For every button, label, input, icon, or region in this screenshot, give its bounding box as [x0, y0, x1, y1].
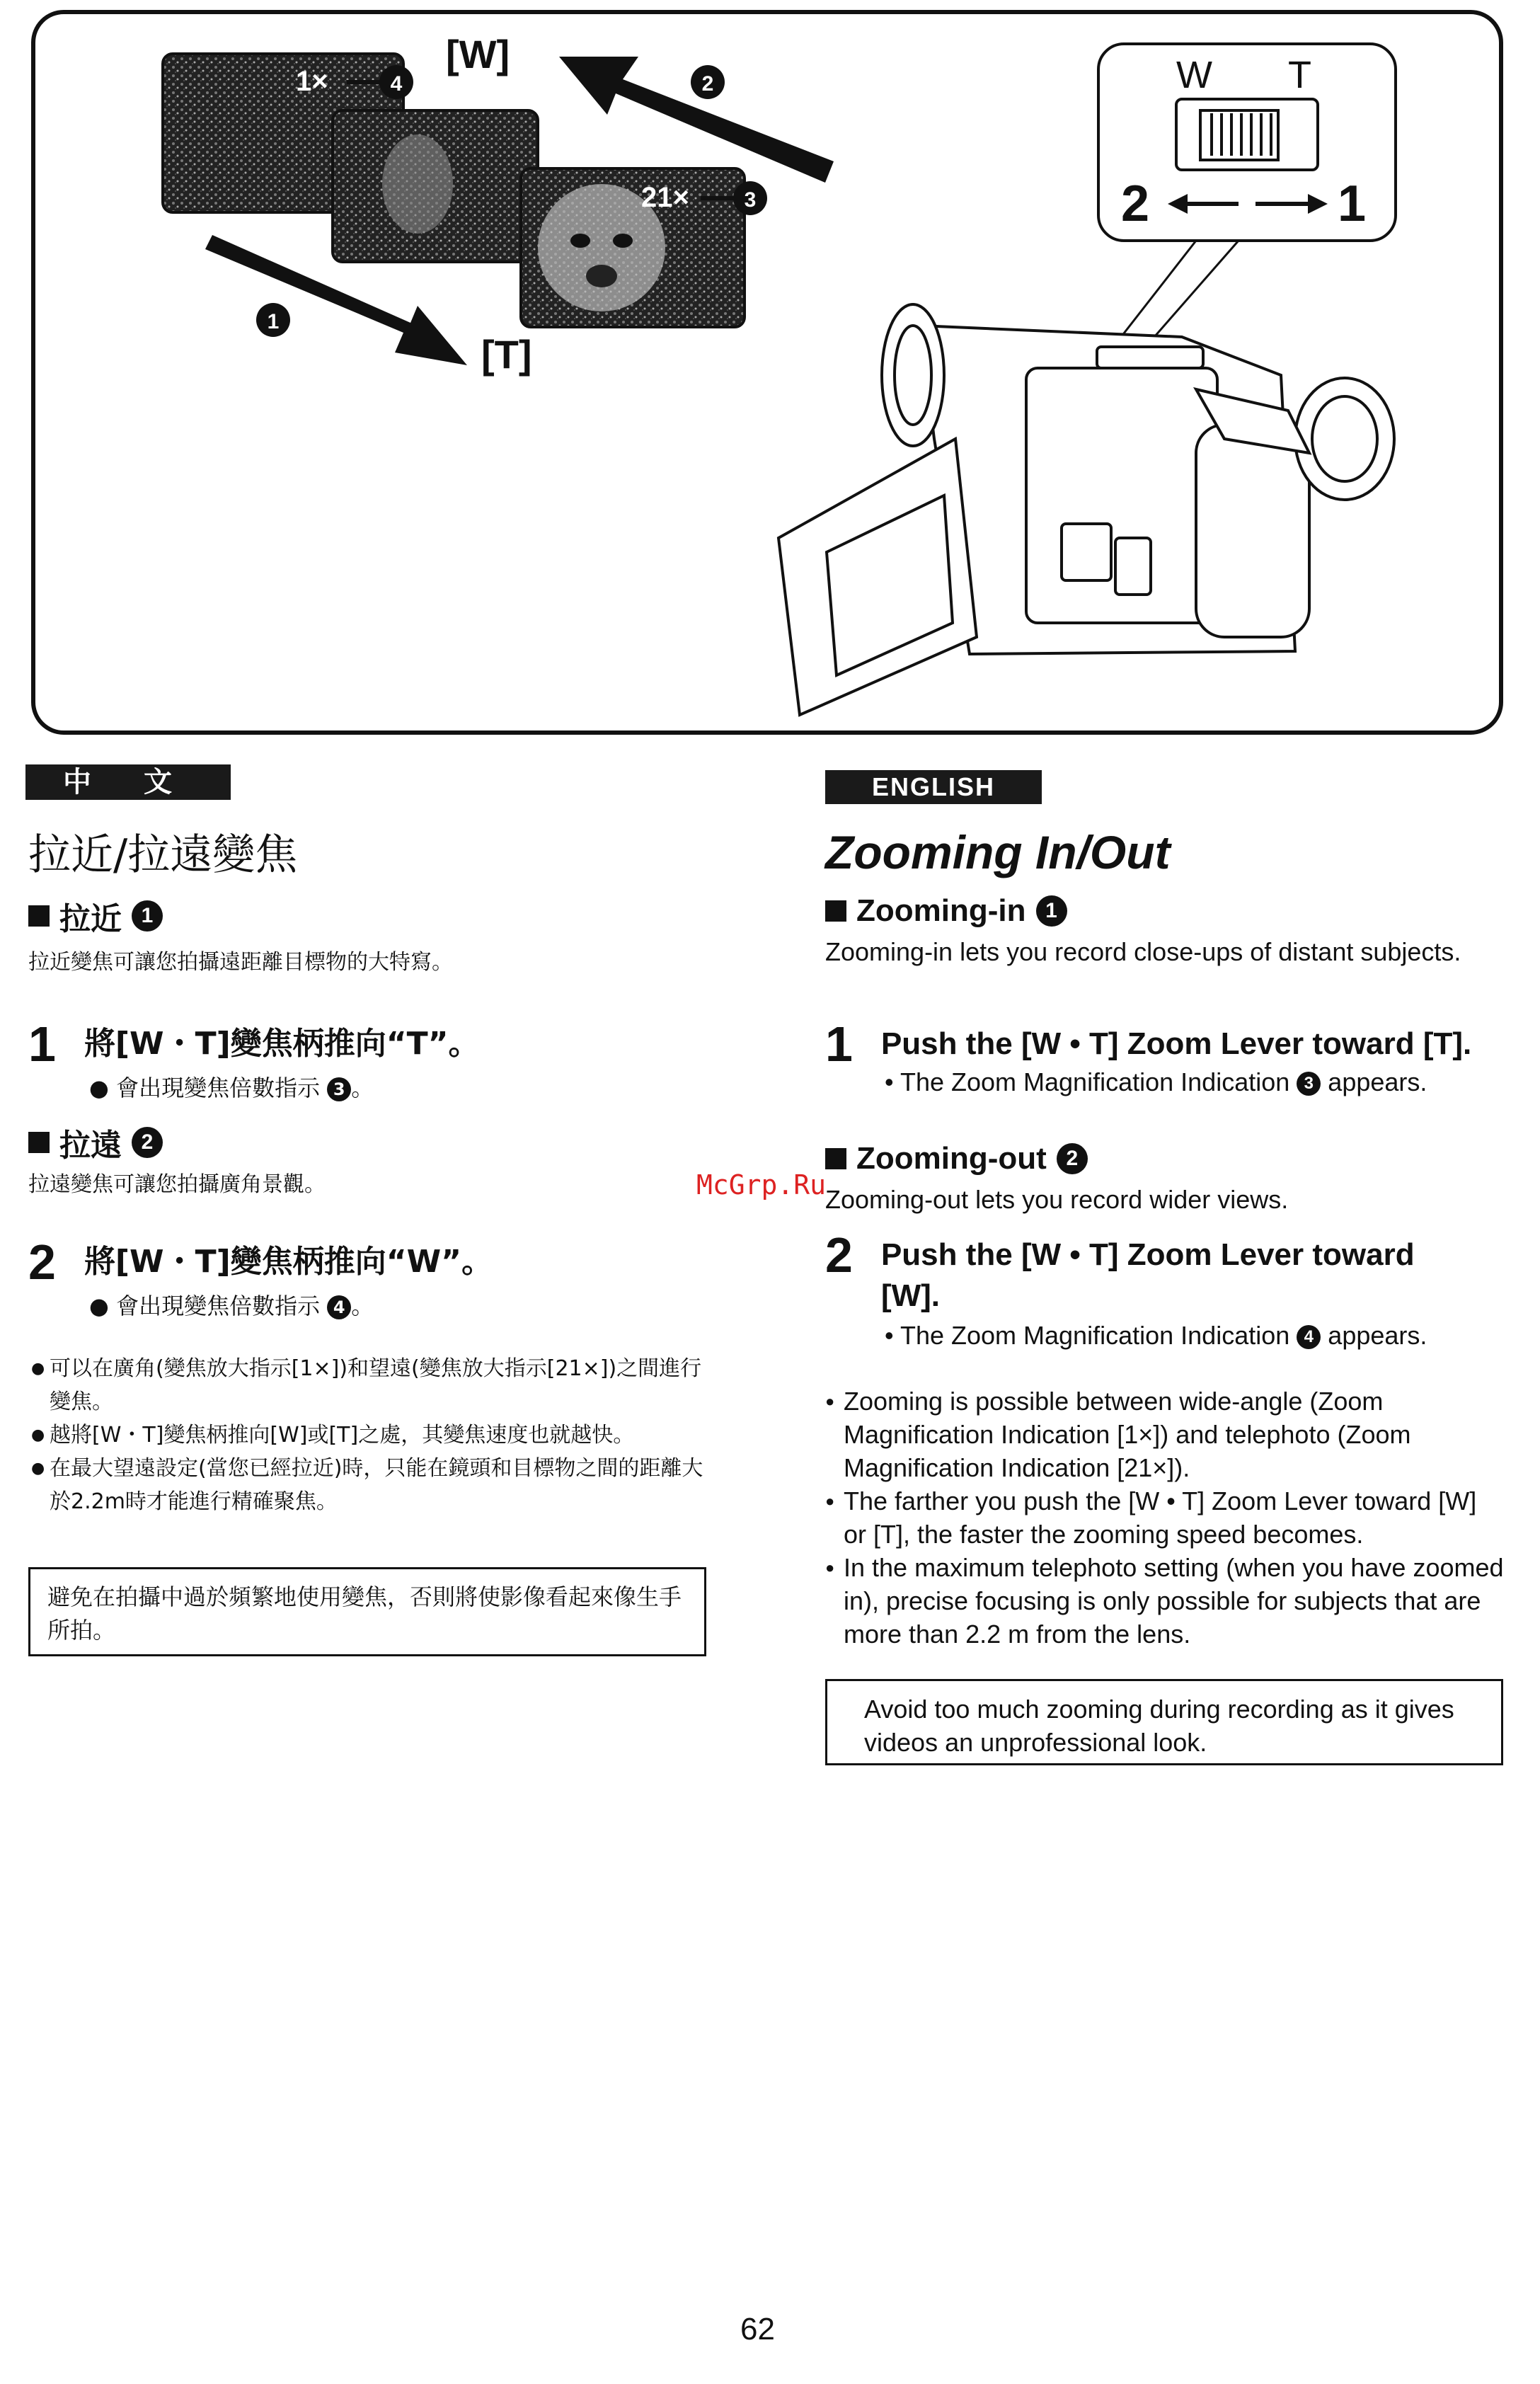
lever-1-label: 1: [1338, 176, 1367, 232]
en-step-2-sub: • The Zoom Magnification Indication 4 appears.: [885, 1321, 1427, 1350]
en-notes-list: [825, 1385, 1505, 1651]
watermark: McGrp.Ru: [696, 1169, 827, 1200]
zh-caution-box: 避免在拍攝中過於頻繁地使用變焦，否則將使影像看起來像生手所拍。: [28, 1567, 706, 1656]
list-item: ● The farther you push the [W • T] Zoom Lever toward [W] or [T], the faster the zooming speed becomes.: [825, 1484, 1505, 1551]
en-zoom-in-desc: Zooming-in lets you record close-ups of distant subjects.: [825, 937, 1461, 966]
en-zoom-out-desc: Zooming-out lets you record wider views.: [825, 1185, 1289, 1214]
mag-1x-label: 1×: [296, 66, 328, 97]
camcorder-drawing: [778, 304, 1394, 715]
en-step-1: 1 Push the [W • T] Zoom Lever toward [T].: [825, 1016, 1472, 1072]
en-step-2: 2 Push the [W • T] Zoom Lever toward [W].: [825, 1227, 1415, 1313]
list-item: ● 越將[W・T]變焦柄推向[W]或[T]之處，其變焦速度也就越快。: [31, 1419, 711, 1452]
mag-21x-label: 21×: [641, 182, 689, 213]
lang-tag-english: ENGLISH: [825, 770, 1042, 804]
zh-step-2: 2 將[W・T]變焦柄推向“W”。: [28, 1234, 493, 1290]
zh-step-1-sub: ● 會出現變焦倍數指示 3 。: [89, 1074, 374, 1101]
lever-w-label: W: [1176, 54, 1212, 96]
en-zoom-in-number: 1: [1036, 895, 1067, 927]
list-item: ● 在最大望遠設定(當您已經拉近)時，只能在鏡頭和目標物之間的距離大於2.2m時才能進行精確聚焦。: [31, 1452, 711, 1518]
list-item: ● Zooming is possible between wide-angle (Zoom Magnification Indication [1×]) and telephoto (Zoom Magnification Indication [21×]).: [825, 1385, 1505, 1484]
zh-notes-list: [31, 1352, 711, 1518]
list-item: ● In the maximum telephoto setting (when you have zoomed in), precise focusing is only possible for subjects that are more than 2.2 m from the lens.: [825, 1551, 1505, 1651]
illustration-frame: [31, 10, 1503, 735]
list-item: ● 可以在廣角(變焦放大指示[1×])和望遠(變焦放大指示[21×])之間進行變焦。: [31, 1352, 711, 1419]
square-bullet-icon: [28, 1132, 50, 1153]
en-step-1-sub: • The Zoom Magnification Indication 3 appears.: [885, 1067, 1427, 1096]
zh-zoom-out-heading: 拉遠 2: [28, 1120, 163, 1165]
lang-tag-chinese: 中 文: [25, 764, 231, 800]
square-bullet-icon: [28, 905, 50, 927]
callout-3: 3: [744, 188, 757, 212]
photo-tele: [521, 168, 745, 327]
zh-zoom-out-desc: 拉遠變焦可讓您拍攝廣角景觀。: [28, 1172, 326, 1197]
en-zoom-out-heading: Zooming-out 2: [825, 1141, 1088, 1176]
zh-step-2-sub: ● 會出現變焦倍數指示 4 。: [89, 1293, 374, 1319]
callout-1: 1: [267, 310, 280, 333]
square-bullet-icon: [825, 1148, 846, 1169]
zoom-lever-inset: [1098, 44, 1396, 241]
en-caution-box: Avoid too much zooming during recording as it gives videos an unprofessional look.: [825, 1679, 1503, 1765]
zh-zoom-out-number: 2: [132, 1127, 163, 1158]
callout-2: 2: [701, 72, 714, 96]
zh-step-1: 1 將[W・T]變焦柄推向“T”。: [28, 1016, 480, 1072]
wide-label: [W]: [446, 32, 510, 76]
page-number: 62: [740, 2312, 775, 2346]
en-zoom-out-number: 2: [1057, 1143, 1088, 1174]
square-bullet-icon: [825, 900, 846, 922]
photo-mid: [333, 110, 538, 262]
zh-zoom-in-number: 1: [132, 900, 163, 932]
tele-label: [T]: [481, 332, 532, 377]
en-zoom-in-heading: Zooming-in 1: [825, 893, 1067, 929]
lever-2-label: 2: [1121, 176, 1150, 232]
callout-4: 4: [390, 72, 403, 96]
zh-zoom-in-desc: 拉近變焦可讓您拍攝遠距離目標物的大特寫。: [28, 950, 453, 975]
zh-page-title: 拉近/拉遠變焦: [28, 830, 298, 880]
zh-zoom-in-heading: 拉近 1: [28, 893, 163, 939]
zoom-illustration: [35, 14, 1507, 739]
en-page-title: Zooming In/Out: [825, 826, 1171, 878]
lever-t-label: T: [1288, 54, 1311, 96]
